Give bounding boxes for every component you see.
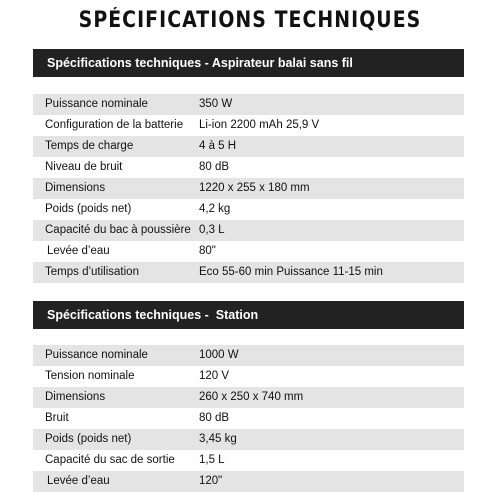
spec-value: 80" [199, 245, 216, 257]
spec-value: 260 x 250 x 740 mm [199, 391, 304, 403]
spec-value: 1220 x 255 x 180 mm [199, 182, 310, 194]
spec-value: 1,5 L [199, 454, 225, 466]
spec-value: 3,45 kg [199, 433, 237, 445]
spec-label: Puissance nominale [45, 349, 148, 361]
spec-label: Dimensions [45, 391, 106, 403]
spec-value: 80 dB [199, 161, 230, 173]
spec-label: Configuration de la batterie [45, 119, 184, 131]
section-header-vacuum: Spécifications techniques - Aspirateur balai sans fil [33, 49, 464, 77]
page-title: SPÉCIFICATIONS TECHNIQUES [78, 8, 422, 33]
spec-label: Temps de charge [45, 140, 134, 152]
spec-value: 1000 W [199, 349, 239, 361]
table-row [33, 94, 464, 115]
spec-value: 4,2 kg [199, 203, 231, 215]
table-row [33, 366, 464, 387]
spec-value: Eco 55-60 min Puissance 11-15 min [199, 266, 383, 278]
spec-label: Capacité du bac à poussière [45, 224, 191, 236]
spec-label: Capacité du sac de sortie [45, 454, 175, 466]
spec-label: Levée d’eau [47, 245, 110, 257]
spec-label: Poids (poids net) [45, 433, 132, 445]
spec-table-station [33, 345, 464, 492]
table-row [33, 262, 464, 283]
spec-label: Bruit [45, 412, 69, 424]
spec-value: 0,3 L [199, 224, 225, 236]
table-row [33, 199, 464, 220]
table-row [33, 387, 464, 408]
spec-value: 4 à 5 H [199, 140, 237, 152]
section-header-station: Spécifications techniques - Station [33, 301, 464, 329]
table-row [33, 157, 464, 178]
spec-label: Tension nominale [45, 370, 135, 382]
spec-label: Levée d’eau [47, 475, 110, 487]
spec-label: Niveau de bruit [45, 161, 123, 173]
spec-label: Dimensions [45, 182, 106, 194]
table-row [33, 429, 464, 450]
table-row [33, 450, 464, 471]
table-row [33, 136, 464, 157]
table-row [33, 408, 464, 429]
spec-value: 80 dB [199, 412, 230, 424]
spec-label: Poids (poids net) [45, 203, 132, 215]
spec-value: 120 V [199, 370, 230, 382]
table-row [33, 345, 464, 366]
spec-value: Li-ion 2200 mAh 25,9 V [199, 119, 320, 131]
table-row [33, 178, 464, 199]
table-row [33, 241, 464, 262]
table-row [33, 220, 464, 241]
table-row [33, 115, 464, 136]
spec-value: 120" [199, 475, 223, 487]
spec-label: Puissance nominale [45, 98, 148, 110]
spec-table-vacuum [33, 94, 464, 283]
spec-value: 350 W [199, 98, 233, 110]
spec-label: Temps d’utilisation [45, 266, 139, 278]
table-row [33, 471, 464, 492]
